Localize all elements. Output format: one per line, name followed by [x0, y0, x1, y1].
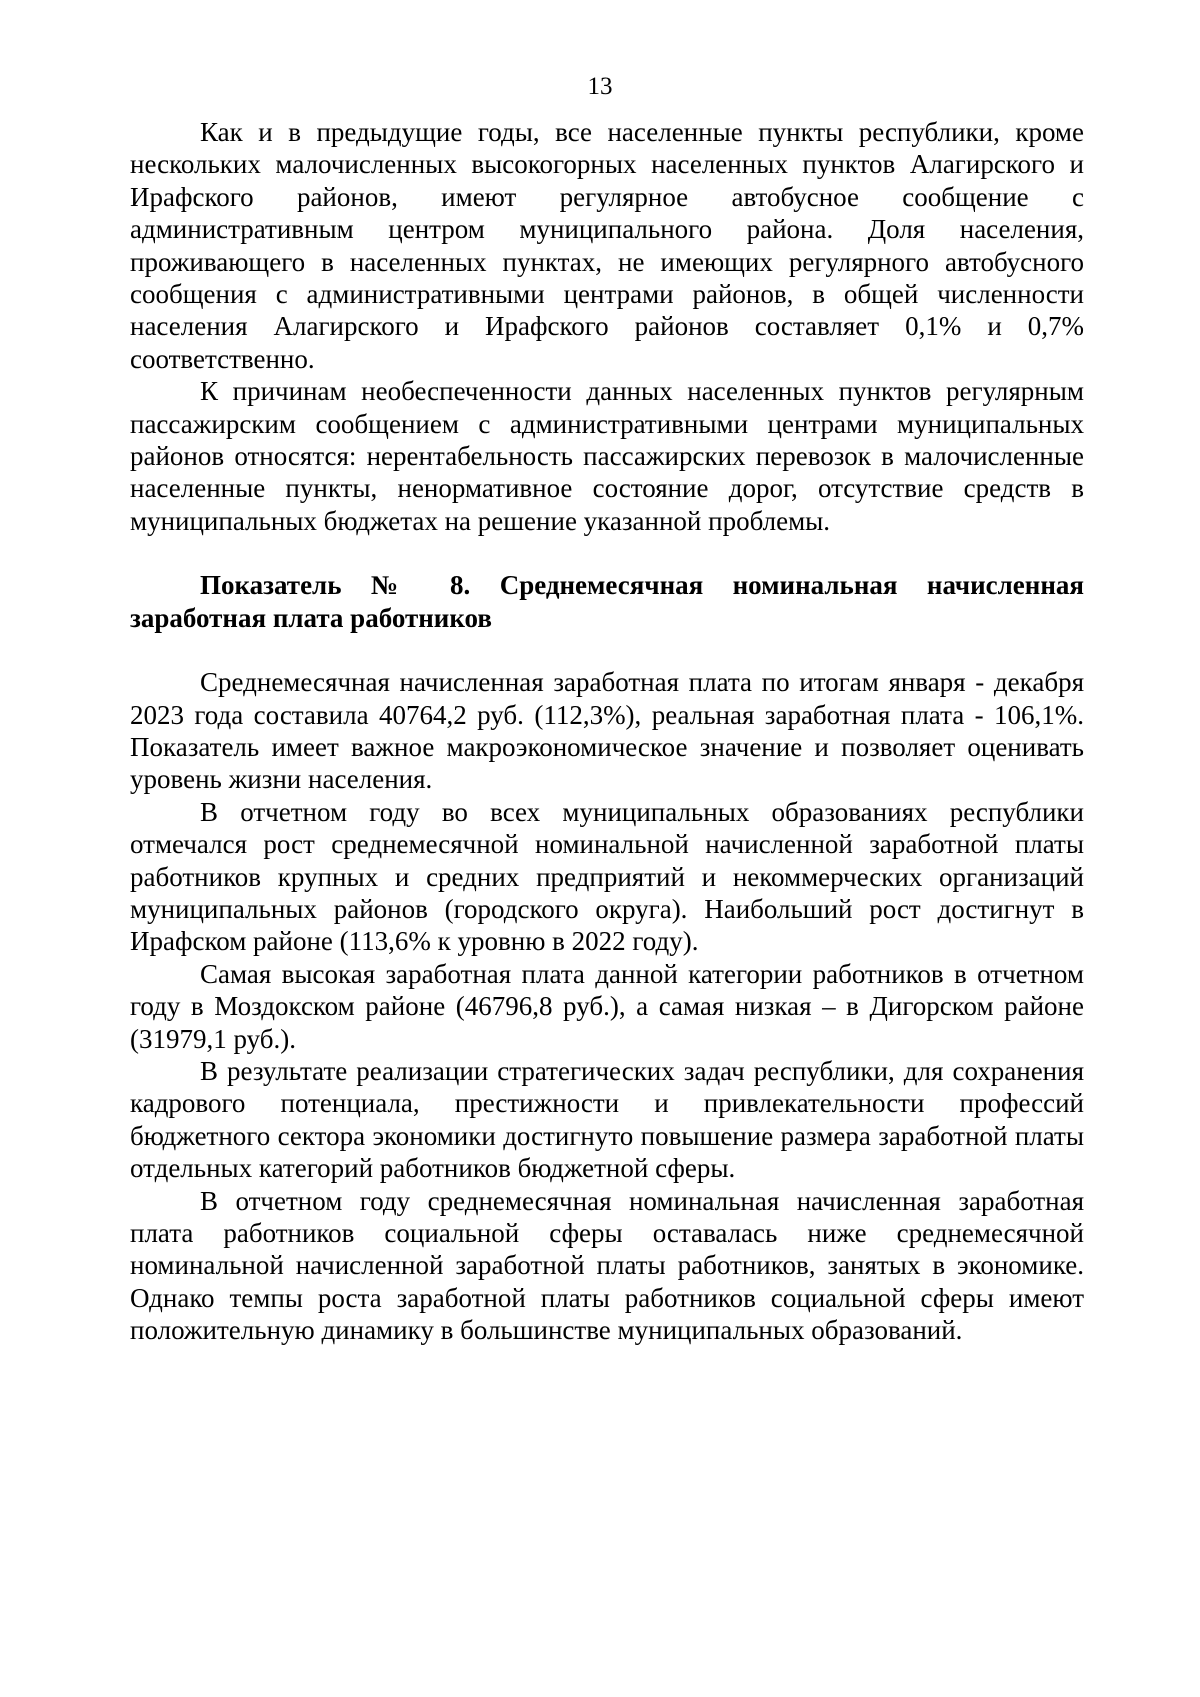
- paragraph-social-sector: В отчетном году среднемесячная номинальная начисленная заработная плата работников социальной сферы оставалась ниже среднемесячной номинальной начисленной заработной платы работников, занятых в экономике. Однако темпы роста заработной платы работников социальной сферы имеют положительную динамику в большинстве муниципальных образований.: [130, 1185, 1084, 1346]
- paragraph-wage-growth: В отчетном году во всех муниципальных образованиях республики отмечался рост среднемесячной номинальной начисленной заработной платы работников крупных и средних предприятий и некоммерческих организаций муниципальных районов (городского округа). Наибольший рост достигнут в Ирафском районе (113,6% к уровню в 2022 году).: [130, 796, 1084, 957]
- page-body: [130, 116, 1084, 1347]
- paragraph-average-wage: Среднемесячная начисленная заработная плата по итогам января - декабря 2023 года составила 40764,2 руб. (112,3%), реальная заработная плата - 106,1%. Показатель имеет важное макроэкономическое значение и позволяет оценивать уровень жизни населения.: [130, 667, 1084, 795]
- paragraph-budget-sector: В результате реализации стратегических задач республики, для сохранения кадрового потенциала, престижности и привлекательности профессий бюджетного сектора экономики достигнуто повышение размера заработной платы отдельных категорий работников бюджетной сферы.: [130, 1055, 1084, 1184]
- paragraph-wage-extremes: Самая высокая заработная плата данной категории работников в отчетном году в Моздокском районе (46796,8 руб.), а самая низкая – в Дигорском районе (31979,1 руб.).: [130, 958, 1084, 1054]
- paragraph-bus-service: Как и в предыдущие годы, все населенные пункты республики, кроме нескольких малочисленных высокогорных населенных пунктов Алагирского и Ирафского районов, имеют регулярное автобусное сообщение с административным центром муниципального района. Доля населения, проживающего в населенных пунктах, не имеющих регулярного автобусного сообщения с административными центрами районов, в общей численности населения Алагирского и Ирафского районов составляет 0,1% и 0,7% соответственно.: [130, 117, 1084, 374]
- section-heading: Показатель № 8. Среднемесячная номинальная начисленная заработная плата работников: [130, 570, 1084, 633]
- paragraph-service-reasons: К причинам необеспеченности данных населенных пунктов регулярным пассажирским сообщением с административными центрами муниципальных районов относятся: нерентабельность пассажирских перевозок в малочисленные населенные пункты, ненормативное состояние дорог, отсутствие средств в муниципальных бюджетах на решение указанной проблемы.: [130, 376, 1084, 536]
- page-number: 13: [587, 73, 613, 100]
